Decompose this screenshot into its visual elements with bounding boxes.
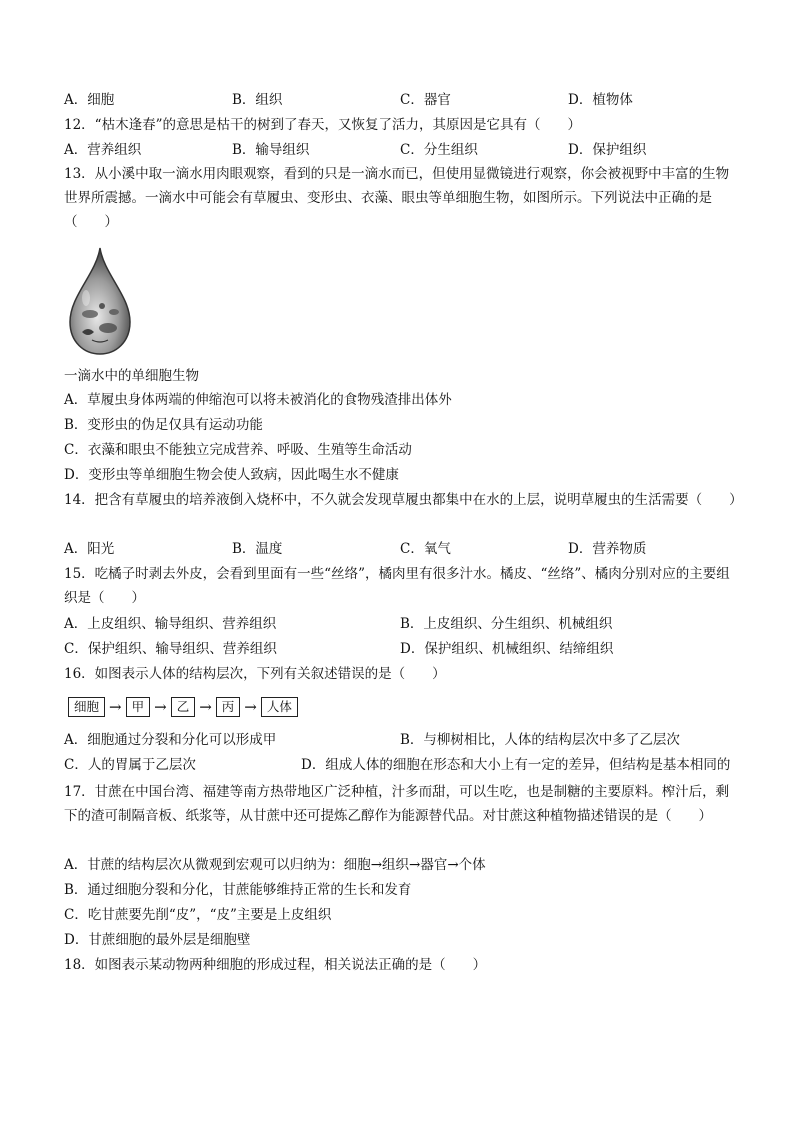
- q16-option-a: A．细胞通过分裂和分化可以形成甲: [64, 732, 277, 748]
- structure-level-flowchart: [68, 696, 298, 718]
- q13-figure-caption: 一滴水中的单细胞生物: [64, 368, 199, 384]
- q13-stem: 13．从小溪中取一滴水用肉眼观察，看到的只是一滴水而已，但使用显微镜进行观察，你会被视野中丰富的生物世界所震撼。一滴水中可能会有草履虫、变形虫、衣藻、眼虫等单细胞生物，如图所示。下列说法中正确的是（ ）: [64, 166, 730, 230]
- q17-option-b: B．通过细胞分裂和分化，甘蔗能够维持正常的生长和发育: [64, 882, 412, 898]
- q13-option-c: C．衣藻和眼虫不能独立完成营养、呼吸、生殖等生命活动: [64, 442, 412, 458]
- q14-options: [64, 539, 744, 559]
- q15-options-row1: [64, 614, 744, 634]
- water-drop-image: [64, 244, 134, 356]
- flow-box-cell: 细胞: [68, 697, 105, 717]
- flow-box-yi: 乙: [171, 697, 196, 717]
- flow-arrow-icon: →: [244, 698, 257, 716]
- q12-option-c: C．分生组织: [400, 142, 478, 158]
- q16-option-b: B．与柳树相比，人体的结构层次中多了乙层次: [400, 732, 680, 748]
- q16-options-row2: [64, 755, 744, 775]
- q12-options: [64, 140, 744, 160]
- q16-stem: 16．如图表示人体的结构层次，下列有关叙述错误的是（ ）: [64, 666, 446, 682]
- q15-options-row2: [64, 639, 744, 659]
- q17-option-c: C．吃甘蔗要先削“皮”，“皮”主要是上皮组织: [64, 907, 332, 923]
- q15-option-c: C．保护组织、输导组织、营养组织: [64, 641, 277, 657]
- q14-stem: 14．把含有草履虫的培养液倒入烧杯中，不久就会发现草履虫都集中在水的上层，说明草履虫的生活需要（ ）: [64, 492, 743, 508]
- q16-option-c: C．人的胃属于乙层次: [64, 757, 196, 773]
- q12-option-d: D．保护组织: [568, 142, 647, 158]
- q14-option-d: D．营养物质: [568, 541, 647, 557]
- flow-box-bing: 丙: [216, 697, 241, 717]
- q11-option-a: A．细胞: [64, 92, 115, 108]
- q14-option-b: B．温度: [232, 541, 283, 557]
- q11-option-c: C．器官: [400, 92, 451, 108]
- q12-stem: 12．“枯木逢春”的意思是枯干的树到了春天，又恢复了活力，其原因是它具有（ ）: [64, 117, 581, 133]
- flow-arrow-icon: →: [199, 698, 212, 716]
- q17-option-a: A．甘蔗的结构层次从微观到宏观可以归纳为：细胞→组织→器官→个体: [64, 857, 486, 873]
- q13-option-b: B．变形虫的伪足仅具有运动功能: [64, 417, 263, 433]
- q14-option-a: A．阳光: [64, 541, 115, 557]
- flow-arrow-icon: →: [109, 698, 122, 716]
- q18-stem: 18．如图表示某动物两种细胞的形成过程，相关说法正确的是（ ）: [64, 957, 487, 973]
- q16-option-d: D．组成人体的细胞在形态和大小上有一定的差异，但结构是基本相同的: [301, 757, 731, 773]
- q12-option-b: B．输导组织: [232, 142, 310, 158]
- q16-options-row1: [64, 730, 744, 750]
- q17-option-d: D．甘蔗细胞的最外层是细胞壁: [64, 932, 251, 948]
- flow-box-human: 人体: [261, 697, 298, 717]
- flow-arrow-icon: →: [154, 698, 167, 716]
- q17-stem: 17．甘蔗在中国台湾、福建等南方热带地区广泛种植，汁多而甜，可以生吃，也是制糖的主要原料。榨汁后，剩下的渣可制隔音板、纸浆等，从甘蔗中还可提炼乙醇作为能源替代品。对甘蔗这种植物描述错误的是（ ）: [64, 784, 730, 824]
- flow-box-jia: 甲: [126, 697, 151, 717]
- q11-options: [64, 90, 744, 110]
- q11-option-d: D．植物体: [568, 92, 633, 108]
- q12-option-a: A．营养组织: [64, 142, 142, 158]
- q15-option-a: A．上皮组织、输导组织、营养组织: [64, 616, 277, 632]
- q11-option-b: B．组织: [232, 92, 283, 108]
- q13-option-d: D．变形虫等单细胞生物会使人致病，因此喝生水不健康: [64, 467, 399, 483]
- q14-option-c: C．氧气: [400, 541, 451, 557]
- q15-option-d: D．保护组织、机械组织、结缔组织: [400, 641, 614, 657]
- q15-option-b: B．上皮组织、分生组织、机械组织: [400, 616, 613, 632]
- q13-option-a: A．草履虫身体两端的伸缩泡可以将未被消化的食物残渣排出体外: [64, 392, 452, 408]
- q15-stem: 15．吃橘子时剥去外皮，会看到里面有一些“丝络”，橘肉里有很多汁水。橘皮、“丝络”、橘肉分别对应的主要组织是（ ）: [64, 566, 730, 606]
